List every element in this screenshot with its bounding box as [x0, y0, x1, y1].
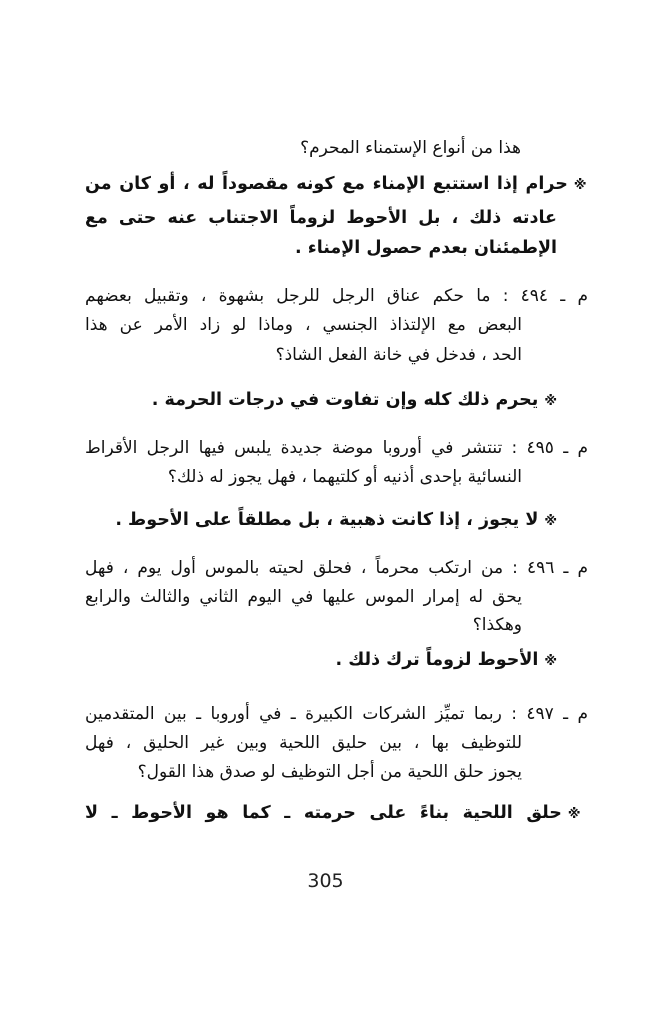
answer-marker-icon: ※ — [567, 807, 588, 822]
answer-marker-icon: ※ — [544, 514, 557, 529]
question-line: النسائية بإحدى أذنيه أو كلتيهما ، فهل يجوز له ذلك؟ — [167, 467, 522, 487]
question-line: م ـ ٤٩٤ : ما حكم عناق الرجل للرجل بشهوة ، وتقبيل بعضهم — [85, 286, 588, 306]
question-line: يجوز حلق اللحية من أجل التوظيف لو صدق هذا القول؟ — [137, 762, 522, 782]
answer-line: ※لا يجوز ، إذا كانت ذهبية ، بل مطلقاً على الأحوط . — [115, 510, 557, 530]
answer-line: ※حرام إذا استتبع الإمناء مع كونه مقصوداً له ، أو كان من — [85, 174, 588, 194]
answer-line: ※الأحوط لزوماً ترك ذلك . — [335, 650, 557, 670]
question-line: البعض مع الإلتذاذ الجنسي ، وماذا لو زاد الأمر عن هذا — [85, 315, 522, 335]
answer-line: الإطمئنان بعدم حصول الإمناء . — [295, 238, 557, 258]
answer-line: ※يحرم ذلك كله وإن تفاوت في درجات الحرمة . — [151, 390, 557, 410]
answer-marker-icon: ※ — [544, 654, 557, 669]
question-line: م ـ ٤٩٧ : ربما تميِّز الشركات الكبيرة ـ في أوروبا ـ بين المتقدمين — [85, 704, 588, 724]
question-text-line: هذا من أنواع الإستمناء المحرم؟ — [300, 138, 521, 158]
question-number: م ـ ٤٩٦ : — [512, 558, 588, 578]
question-line: م ـ ٤٩٥ : تنتشر في أوروبا موضة جديدة يلبس فيها الرجل الأقراط — [85, 438, 588, 458]
answer-marker-icon: ※ — [544, 394, 557, 409]
question-number: م ـ ٤٩٤ : — [502, 286, 588, 306]
answer-line: عادته ذلك ، بل الأحوط لزوماً الاجتناب عنه حتى مع — [85, 208, 557, 228]
question-line: الحد ، فدخل في خانة الفعل الشاذ؟ — [275, 345, 522, 365]
question-number: م ـ ٤٩٧ : — [511, 704, 588, 724]
question-line: يحق له إمرار الموس عليها في اليوم الثاني والثالث والرابع — [85, 587, 522, 607]
page-number: 305 — [307, 870, 344, 892]
question-line: للتوظيف بها ، بين حليق اللحية وبين غير الحليق ، فهل — [85, 733, 522, 753]
answer-line: ※حلق اللحية بناءً على حرمته ـ كما هو الأحوط ـ لا — [85, 803, 588, 823]
question-line: م ـ ٤٩٦ : من ارتكب محرماً ، فحلق لحيته بالموس أول يوم ، فهل — [85, 558, 588, 578]
answer-marker-icon: ※ — [573, 178, 588, 193]
question-number: م ـ ٤٩٥ : — [511, 438, 588, 458]
question-line: وهكذا؟ — [472, 615, 522, 635]
